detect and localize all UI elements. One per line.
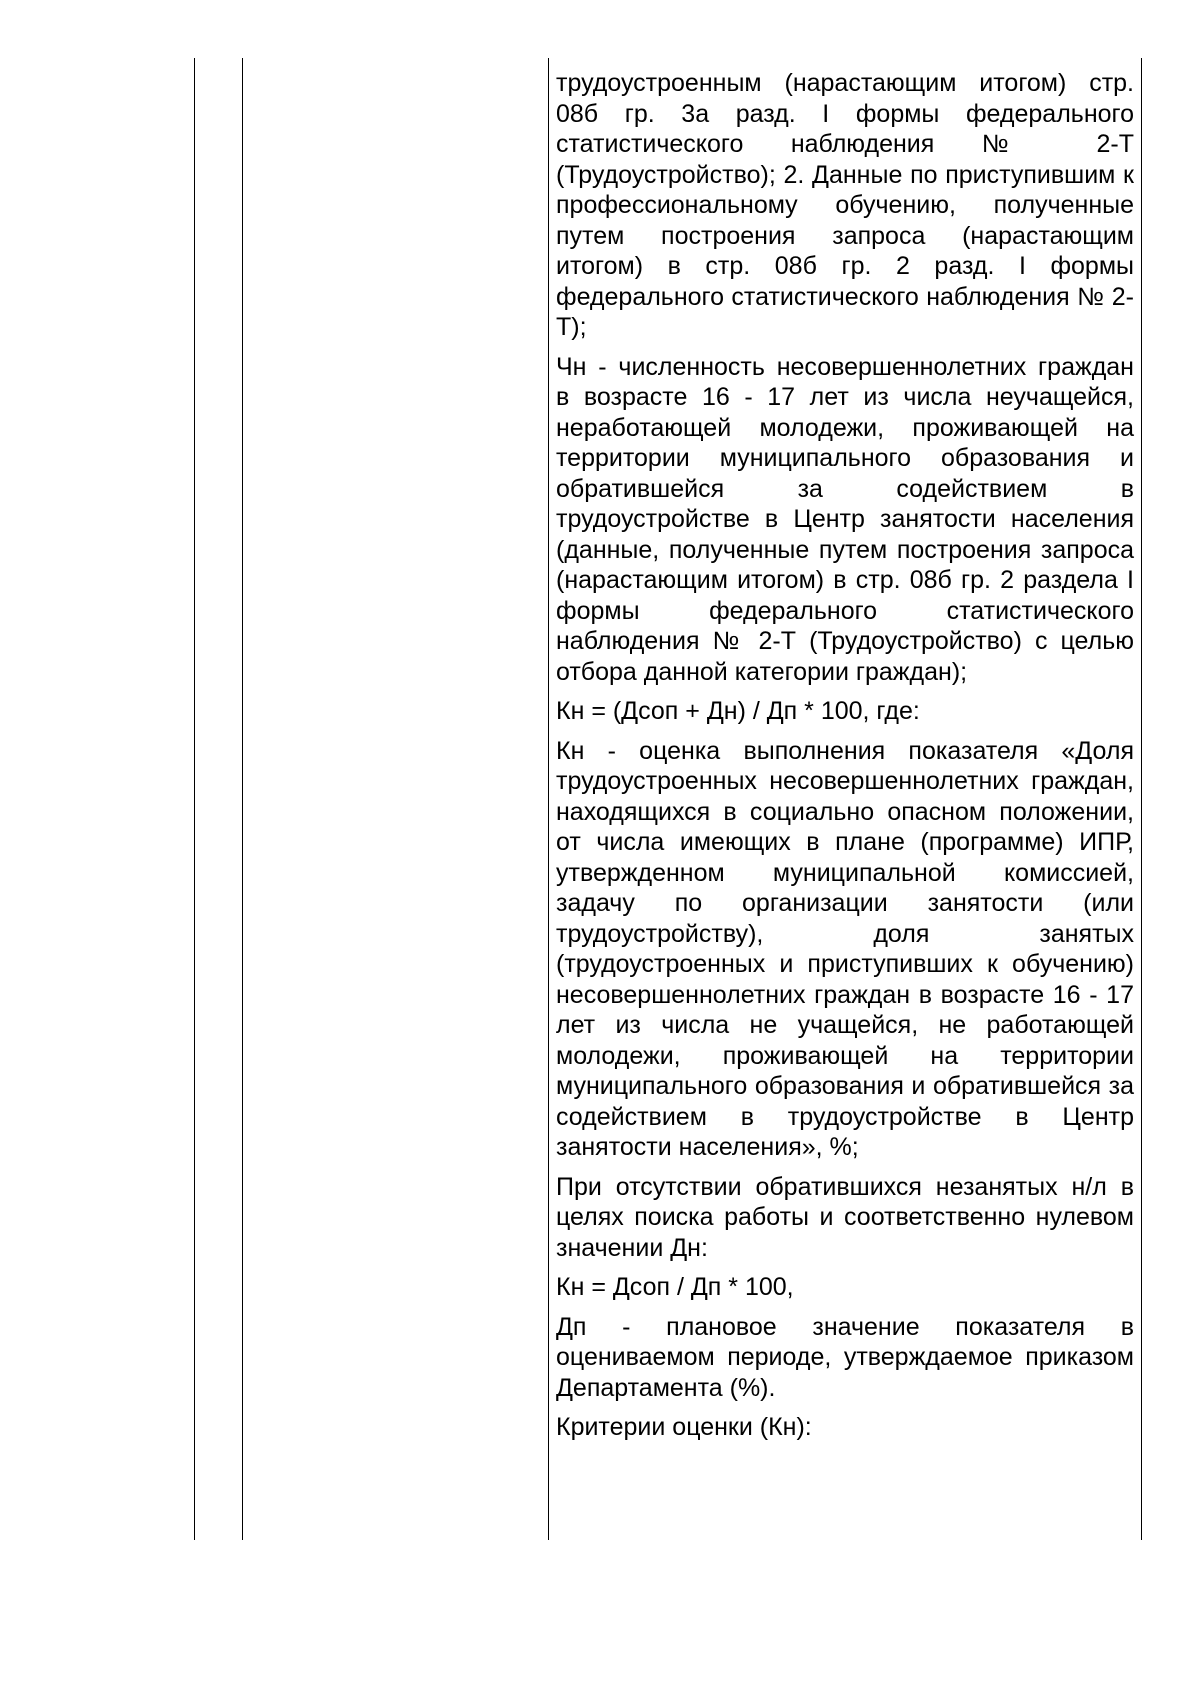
paragraph-criteria: Критерии оценки (Кн): bbox=[556, 1413, 812, 1441]
table-border-line bbox=[548, 58, 549, 1540]
paragraph-chn-definition: Чн - численность несовершеннолетних граждан в возрасте 16 - 17 лет из числа неучащейся, неработающей молодежи, проживающей на территории муниципального образования и обратившейся за содействием в трудоустройстве в Центр занятости населения (данные, полученные путем построения запроса (нарастающим итогом) в стр. 08б гр. 2 раздела I формы федерального статистического наблюдения № 2-Т (Трудоустройство) с целью отбора данной категории граждан); bbox=[556, 352, 1134, 686]
paragraph-continuation: трудоустроенным (нарастающим итогом) стр. 08б гр. 3а разд. I формы федерального статистического наблюдения № 2-Т (Трудоустройство); 2. Данные по приступившим к профессиональному обучению, полученные путем построения запроса (нарастающим итогом) в стр. 08б гр. 2 разд. I формы федерального статистического наблюдения № 2-Т); bbox=[556, 69, 1134, 341]
table-border-line bbox=[194, 58, 195, 1540]
paragraph-kn-formula: Кн = (Дсоп + Дн) / Дп * 100, где: bbox=[556, 697, 920, 725]
paragraph-kn-definition: Кн - оценка выполнения показателя «Доля трудоустроенных несовершеннолетних граждан, находящихся в социально опасном положении, от числа имеющих в плане (программе) ИПР, утвержденном муниципальной комиссией, задачу по организации занятости (или трудоустройству), доля занятых (трудоустроенных и приступивших к обучению) несовершеннолетних граждан в возрасте 16 - 17 лет из числа не учащейся, не работающей молодежи, проживающей на территории муниципального образования и обратившейся за содействием в трудоустройстве в Центр занятости населения», %; bbox=[556, 736, 1134, 1161]
table-border-line bbox=[1141, 58, 1142, 1540]
paragraph-zero-case: При отсутствии обратившихся незанятых н/л в целях поиска работы и соответственно нулевом значении Дн: bbox=[556, 1172, 1134, 1262]
table-border-line bbox=[242, 58, 243, 1540]
paragraph-dp-definition: Дп - плановое значение показателя в оцениваемом периоде, утверждаемое приказом Департамента (%). bbox=[556, 1312, 1134, 1402]
paragraph-kn-formula-alt: Кн = Дсоп / Дп * 100, bbox=[556, 1273, 794, 1301]
table-cell-text bbox=[556, 68, 1134, 1452]
